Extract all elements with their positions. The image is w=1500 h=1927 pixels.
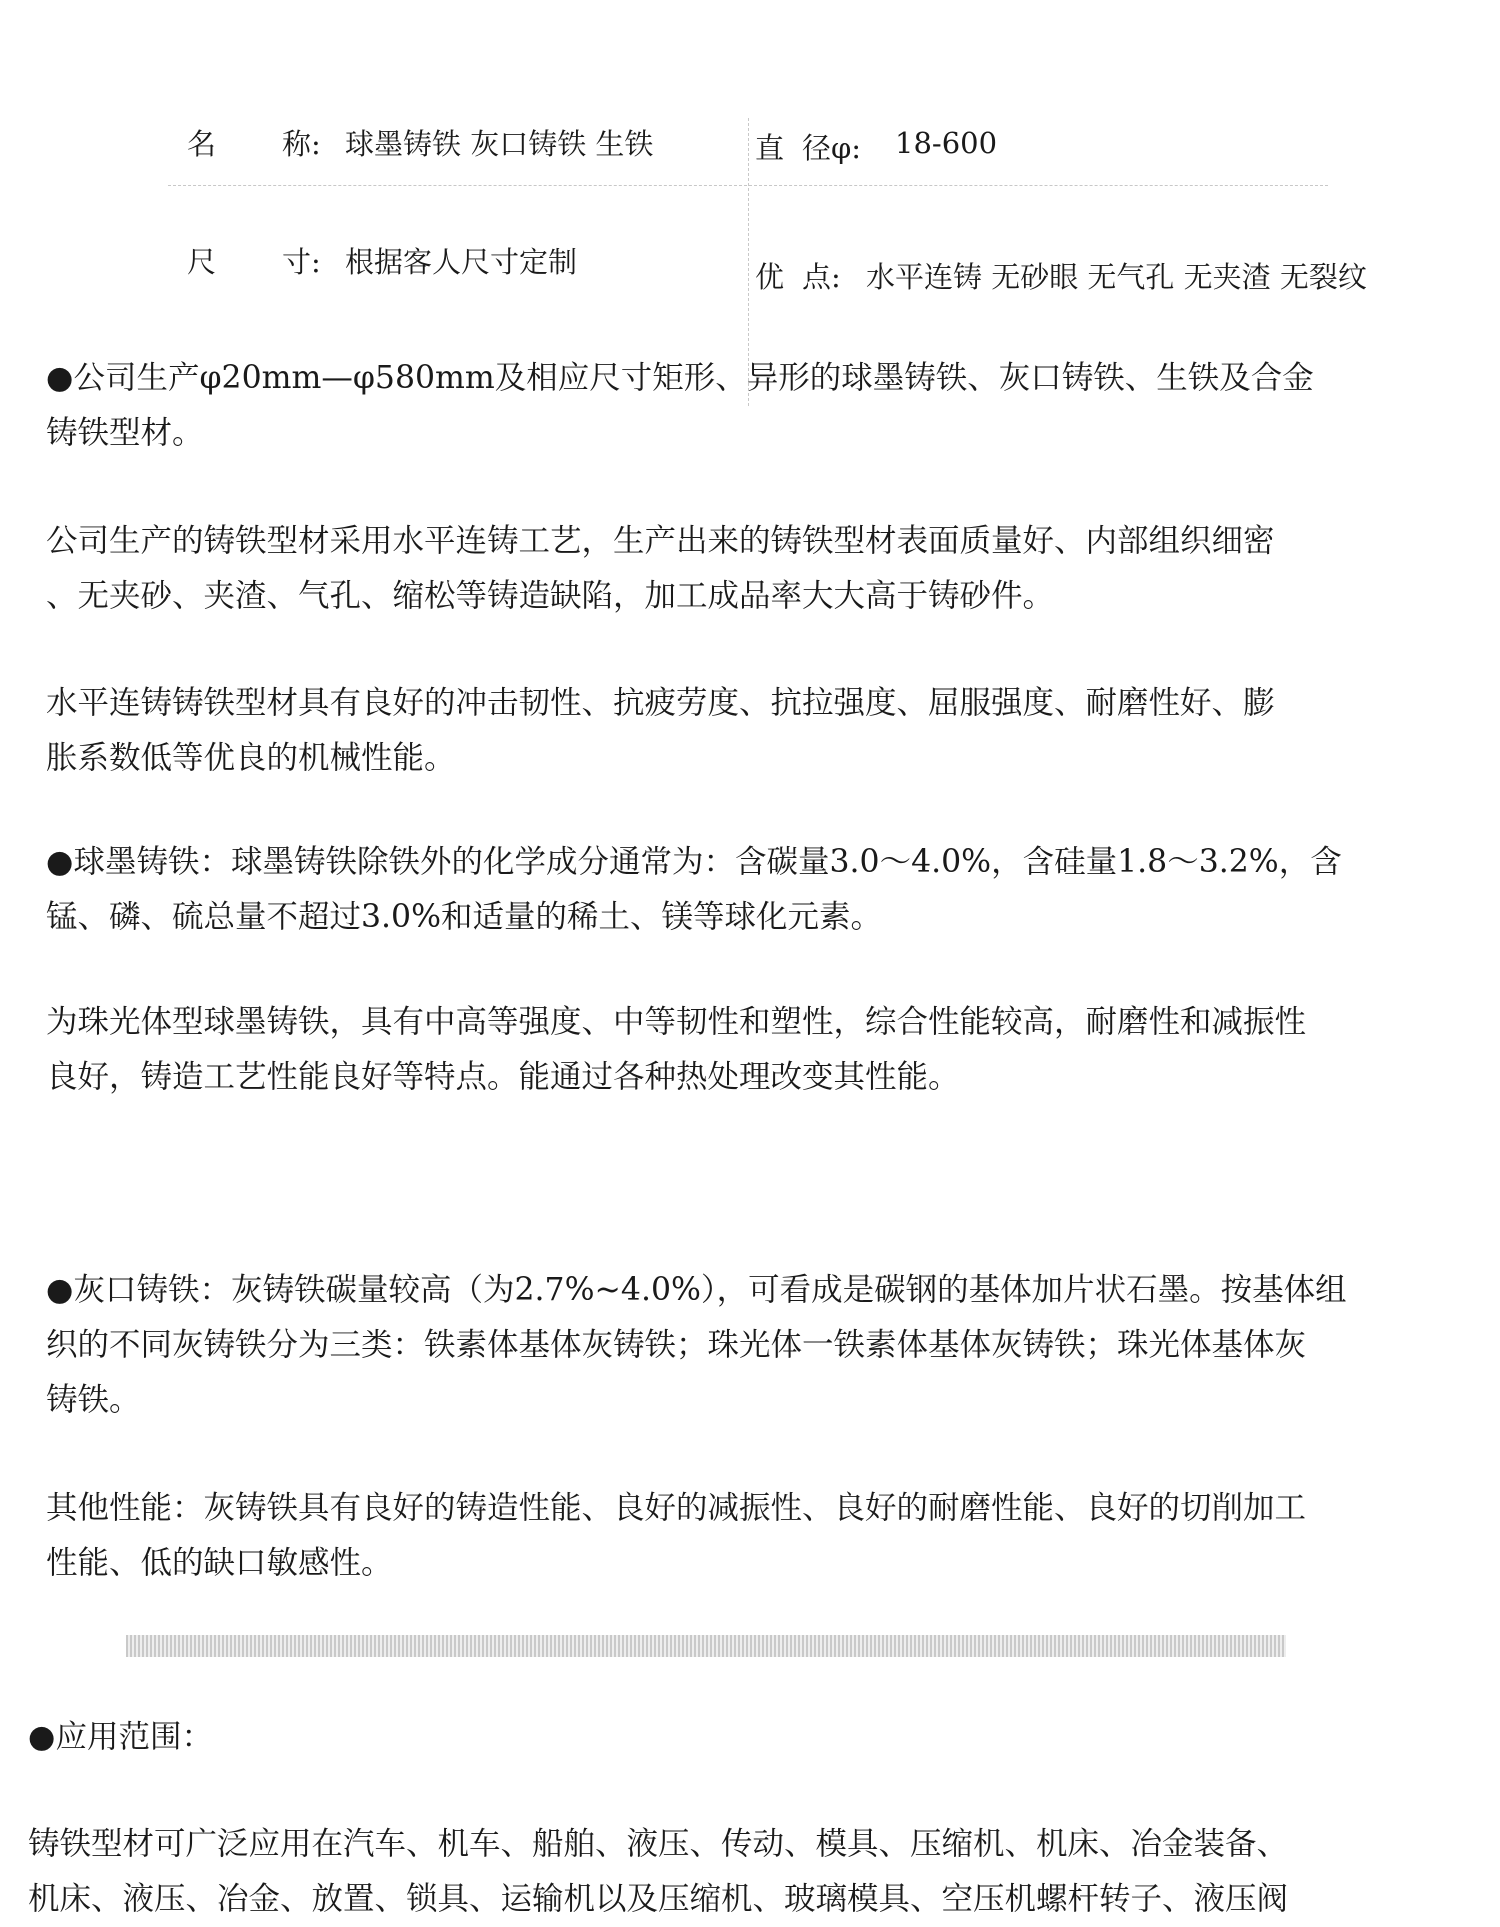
spec-name-value: 球墨铸铁 灰口铸铁 生铁 (345, 127, 654, 161)
paragraph-pearlitic (46, 995, 1486, 1105)
text-line: 铸铁。 (46, 1382, 141, 1418)
text-line: 织的不同灰铸铁分为三类：铁素体基体灰铸铁；珠光体一铁素体基体灰铸铁；珠光体基体灰 (46, 1327, 1307, 1363)
decorative-divider-bar (126, 1635, 1286, 1657)
paragraph-ductile-iron (46, 835, 1486, 945)
spec-name-label-a: 名 (187, 127, 217, 161)
text-line: 公司生产的铸铁型材采用水平连铸工艺，生产出来的铸铁型材表面质量好、内部组织细密 (46, 523, 1275, 559)
spec-size-label-a: 尺 (187, 245, 217, 279)
text-line: 性能、低的缺口敏感性。 (46, 1545, 393, 1581)
paragraph-intro (46, 351, 1486, 461)
paragraph-mechanical (46, 676, 1486, 786)
spec-size-label-b: 寸: (282, 245, 321, 279)
text-line: 、无夹砂、夹渣、气孔、缩松等铸造缺陷，加工成品率大大高于铸砂件。 (46, 578, 1055, 614)
text-line: 为珠光体型球墨铸铁，具有中高等强度、中等韧性和塑性，综合性能较高，耐磨性和减振性 (46, 1004, 1307, 1040)
text-line: ●灰口铸铁：灰铸铁碳量较高（为2.7%~4.0%），可看成是碳钢的基体加片状石墨。按基体组 (46, 1272, 1347, 1308)
spec-advantages-label-b: 点: (802, 260, 841, 294)
text-line: 机床、液压、冶金、放置、锁具、运输机以及压缩机、玻璃模具、空压机螺杆转子、液压阀 (28, 1881, 1289, 1917)
paragraph-other-properties (46, 1481, 1486, 1591)
paragraph-application-title (28, 1710, 1468, 1765)
text-line: 铸铁型材。 (46, 415, 204, 451)
text-line: 铸铁型材可广泛应用在汽车、机车、船舶、液压、传动、模具、压缩机、机床、冶金装备、 (28, 1826, 1289, 1862)
section-heading: ●应用范围： (28, 1719, 213, 1755)
spec-diameter-label-b: 径φ: (802, 131, 862, 165)
paragraph-process (46, 514, 1486, 624)
text-line: 胀系数低等优良的机械性能。 (46, 740, 456, 776)
spec-diameter-value: 18-600 (895, 126, 998, 160)
text-line: ●球墨铸铁：球墨铸铁除铁外的化学成分通常为：含碳量3.0～4.0%，含硅量1.8～3.2%，含 (46, 844, 1342, 880)
spec-advantages-label-a: 优 (755, 260, 785, 294)
text-line: 其他性能：灰铸铁具有良好的铸造性能、良好的减振性、良好的耐磨性能、良好的切削加工 (46, 1490, 1307, 1526)
text-line: 锰、磷、硫总量不超过3.0%和适量的稀土、镁等球化元素。 (46, 899, 883, 935)
paragraph-gray-iron (46, 1263, 1486, 1428)
text-line: 水平连铸铸铁型材具有良好的冲击韧性、抗疲劳度、抗拉强度、屈服强度、耐磨性好、膨 (46, 685, 1275, 721)
spec-name-label-b: 称: (282, 127, 321, 161)
paragraph-application-body (28, 1817, 1468, 1927)
text-line: 良好，铸造工艺性能良好等特点。能通过各种热处理改变其性能。 (46, 1059, 960, 1095)
spec-size-value: 根据客人尺寸定制 (345, 245, 578, 279)
text-line: ●公司生产φ20mm—φ580mm及相应尺寸矩形、异形的球墨铸铁、灰口铸铁、生铁及合金 (46, 360, 1314, 396)
spec-diameter-label-a: 直 (755, 131, 785, 165)
spec-advantages-value: 水平连铸 无砂眼 无气孔 无夹渣 无裂纹 (866, 260, 1367, 294)
